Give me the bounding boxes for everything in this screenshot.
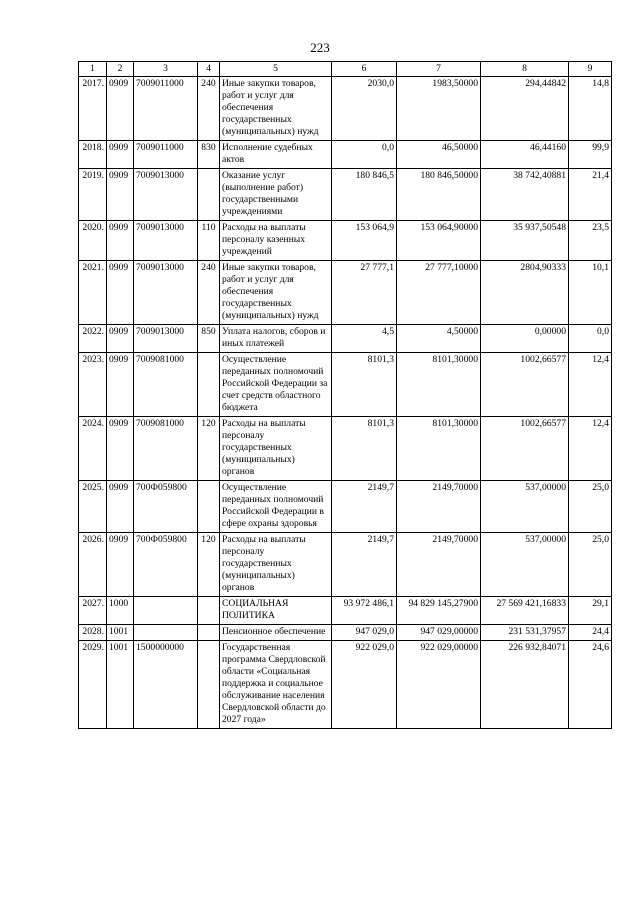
- execution-percent-cell: 24,4: [569, 625, 612, 641]
- expense-type-cell: [198, 169, 220, 221]
- target-article-cell: [134, 597, 198, 625]
- target-article-cell: 700Ф059800: [134, 481, 198, 533]
- column-header: 2: [107, 62, 134, 77]
- section-code-cell: 1001: [107, 625, 134, 641]
- approved-amount-cell: 153 064,9: [332, 221, 397, 261]
- column-header: 5: [220, 62, 332, 77]
- table-row: [79, 353, 612, 417]
- execution-percent-cell: 23,5: [569, 221, 612, 261]
- execution-percent-cell: 14,8: [569, 77, 612, 141]
- row-number-cell: 2026.: [79, 533, 107, 597]
- section-code-cell: 0909: [107, 221, 134, 261]
- column-header: 4: [198, 62, 220, 77]
- table-row: [79, 417, 612, 481]
- column-header: 7: [397, 62, 481, 77]
- table-row: [79, 533, 612, 597]
- section-code-cell: 0909: [107, 141, 134, 169]
- row-number-cell: 2022.: [79, 325, 107, 353]
- name-cell: Иные закупки товаров, работ и услуг для обеспечения государственных (муниципальных) нужд: [220, 261, 332, 325]
- column-header: 8: [481, 62, 569, 77]
- execution-percent-cell: 12,4: [569, 353, 612, 417]
- table-row: [79, 141, 612, 169]
- section-code-cell: 1000: [107, 597, 134, 625]
- table-row: [79, 169, 612, 221]
- table-body: [79, 77, 612, 729]
- name-cell: Иные закупки товаров, работ и услуг для обеспечения государственных (муниципальных) нужд: [220, 77, 332, 141]
- approved-amount-cell: 4,5: [332, 325, 397, 353]
- refined-amount-cell: 94 829 145,27900: [397, 597, 481, 625]
- name-cell: Уплата налогов, сборов и иных платежей: [220, 325, 332, 353]
- table-row: [79, 597, 612, 625]
- target-article-cell: [134, 625, 198, 641]
- executed-amount-cell: 27 569 421,16833: [481, 597, 569, 625]
- expense-type-cell: 120: [198, 417, 220, 481]
- refined-amount-cell: 180 846,50000: [397, 169, 481, 221]
- approved-amount-cell: 8101,3: [332, 417, 397, 481]
- executed-amount-cell: 1002,66577: [481, 417, 569, 481]
- target-article-cell: 7009013000: [134, 325, 198, 353]
- section-code-cell: 0909: [107, 533, 134, 597]
- target-article-cell: 1500000000: [134, 641, 198, 729]
- name-cell: Оказание услуг (выполнение работ) государственными учреждениями: [220, 169, 332, 221]
- expense-type-cell: 830: [198, 141, 220, 169]
- name-cell: Осуществление переданных полномочий Российской Федерации в сфере охраны здоровья: [220, 481, 332, 533]
- target-article-cell: 7009081000: [134, 417, 198, 481]
- name-cell: Государственная программа Свердловской области «Социальная поддержка и социальное обслуживание населения Свердловской области до 2027 года»: [220, 641, 332, 729]
- executed-amount-cell: 46,44160: [481, 141, 569, 169]
- approved-amount-cell: 2149,7: [332, 533, 397, 597]
- section-code-cell: 0909: [107, 353, 134, 417]
- column-header: 6: [332, 62, 397, 77]
- row-number-cell: 2024.: [79, 417, 107, 481]
- table-row: [79, 625, 612, 641]
- name-cell: Расходы на выплаты персоналу государственных (муниципальных) органов: [220, 417, 332, 481]
- executed-amount-cell: 38 742,40881: [481, 169, 569, 221]
- executed-amount-cell: 2804,90333: [481, 261, 569, 325]
- column-header: 1: [79, 62, 107, 77]
- expense-type-cell: 120: [198, 533, 220, 597]
- refined-amount-cell: 153 064,90000: [397, 221, 481, 261]
- target-article-cell: 7009011000: [134, 141, 198, 169]
- executed-amount-cell: 294,44842: [481, 77, 569, 141]
- execution-percent-cell: 99,9: [569, 141, 612, 169]
- refined-amount-cell: 2149,70000: [397, 533, 481, 597]
- table-row: [79, 325, 612, 353]
- table-row: [79, 77, 612, 141]
- name-cell: Пенсионное обеспечение: [220, 625, 332, 641]
- column-header: 3: [134, 62, 198, 77]
- row-number-cell: 2021.: [79, 261, 107, 325]
- target-article-cell: 7009013000: [134, 221, 198, 261]
- expense-type-cell: [198, 597, 220, 625]
- execution-percent-cell: 29,1: [569, 597, 612, 625]
- refined-amount-cell: 1983,50000: [397, 77, 481, 141]
- name-cell: СОЦИАЛЬНАЯ ПОЛИТИКА: [220, 597, 332, 625]
- row-number-cell: 2019.: [79, 169, 107, 221]
- target-article-cell: 7009013000: [134, 261, 198, 325]
- target-article-cell: 7009011000: [134, 77, 198, 141]
- executed-amount-cell: 537,00000: [481, 481, 569, 533]
- row-number-cell: 2017.: [79, 77, 107, 141]
- expense-type-cell: 240: [198, 77, 220, 141]
- executed-amount-cell: 0,00000: [481, 325, 569, 353]
- execution-percent-cell: 12,4: [569, 417, 612, 481]
- execution-percent-cell: 10,1: [569, 261, 612, 325]
- execution-percent-cell: 21,4: [569, 169, 612, 221]
- execution-percent-cell: 25,0: [569, 481, 612, 533]
- refined-amount-cell: 8101,30000: [397, 353, 481, 417]
- row-number-cell: 2028.: [79, 625, 107, 641]
- section-code-cell: 0909: [107, 261, 134, 325]
- refined-amount-cell: 4,50000: [397, 325, 481, 353]
- expense-type-cell: 850: [198, 325, 220, 353]
- refined-amount-cell: 2149,70000: [397, 481, 481, 533]
- row-number-cell: 2023.: [79, 353, 107, 417]
- approved-amount-cell: 93 972 486,1: [332, 597, 397, 625]
- refined-amount-cell: 8101,30000: [397, 417, 481, 481]
- execution-percent-cell: 25,0: [569, 533, 612, 597]
- page-number: 223: [310, 40, 330, 55]
- expense-type-cell: [198, 481, 220, 533]
- section-code-cell: 0909: [107, 169, 134, 221]
- section-code-cell: 0909: [107, 417, 134, 481]
- name-cell: Исполнение судебных актов: [220, 141, 332, 169]
- expense-type-cell: [198, 353, 220, 417]
- row-number-cell: 2027.: [79, 597, 107, 625]
- executed-amount-cell: 35 937,50548: [481, 221, 569, 261]
- table-row: [79, 261, 612, 325]
- name-cell: Расходы на выплаты персоналу казенных учреждений: [220, 221, 332, 261]
- execution-percent-cell: 0,0: [569, 325, 612, 353]
- refined-amount-cell: 46,50000: [397, 141, 481, 169]
- target-article-cell: 7009013000: [134, 169, 198, 221]
- budget-table: [78, 61, 612, 729]
- header-row: [79, 62, 612, 77]
- section-code-cell: 0909: [107, 481, 134, 533]
- approved-amount-cell: 0,0: [332, 141, 397, 169]
- expense-type-cell: 240: [198, 261, 220, 325]
- execution-percent-cell: 24,6: [569, 641, 612, 729]
- refined-amount-cell: 947 029,00000: [397, 625, 481, 641]
- refined-amount-cell: 27 777,10000: [397, 261, 481, 325]
- section-code-cell: 0909: [107, 325, 134, 353]
- approved-amount-cell: 922 029,0: [332, 641, 397, 729]
- refined-amount-cell: 922 029,00000: [397, 641, 481, 729]
- executed-amount-cell: 1002,66577: [481, 353, 569, 417]
- approved-amount-cell: 947 029,0: [332, 625, 397, 641]
- table-row: [79, 481, 612, 533]
- row-number-cell: 2018.: [79, 141, 107, 169]
- name-cell: Осуществление переданных полномочий Российской Федерации за счет средств областного бюджета: [220, 353, 332, 417]
- name-cell: Расходы на выплаты персоналу государственных (муниципальных) органов: [220, 533, 332, 597]
- approved-amount-cell: 180 846,5: [332, 169, 397, 221]
- approved-amount-cell: 2030,0: [332, 77, 397, 141]
- row-number-cell: 2029.: [79, 641, 107, 729]
- expense-type-cell: [198, 641, 220, 729]
- section-code-cell: 1001: [107, 641, 134, 729]
- approved-amount-cell: 8101,3: [332, 353, 397, 417]
- expense-type-cell: 110: [198, 221, 220, 261]
- row-number-cell: 2025.: [79, 481, 107, 533]
- target-article-cell: 7009081000: [134, 353, 198, 417]
- section-code-cell: 0909: [107, 77, 134, 141]
- column-header: 9: [569, 62, 612, 77]
- executed-amount-cell: 226 932,84071: [481, 641, 569, 729]
- table-row: [79, 221, 612, 261]
- expense-type-cell: [198, 625, 220, 641]
- approved-amount-cell: 27 777,1: [332, 261, 397, 325]
- approved-amount-cell: 2149,7: [332, 481, 397, 533]
- executed-amount-cell: 537,00000: [481, 533, 569, 597]
- table-row: [79, 641, 612, 729]
- target-article-cell: 700Ф059800: [134, 533, 198, 597]
- executed-amount-cell: 231 531,37957: [481, 625, 569, 641]
- row-number-cell: 2020.: [79, 221, 107, 261]
